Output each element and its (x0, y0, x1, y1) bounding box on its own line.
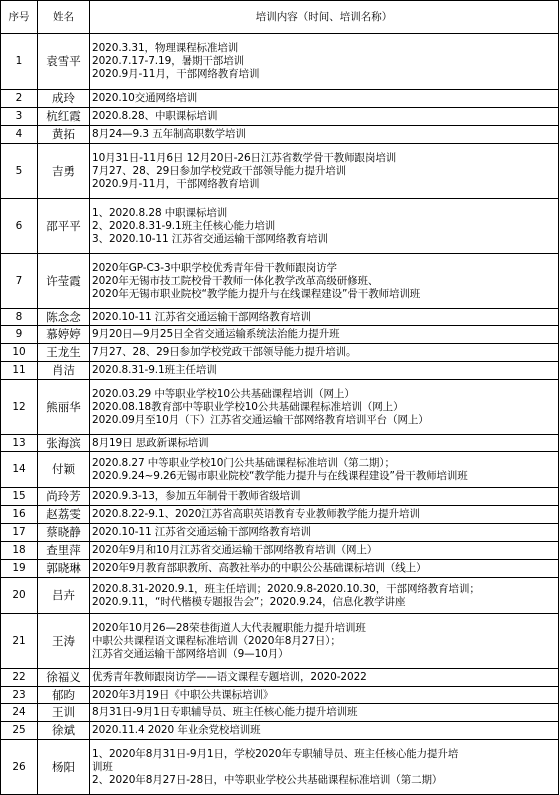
row-name: 熊丽华 (38, 380, 90, 435)
content-line: 2020.03.29 中等职业学校10公共基础课程培训（网上） (92, 387, 355, 400)
row-number: 17 (1, 524, 38, 542)
row-content (90, 614, 559, 669)
content-line: 2020.08.18教育部中等职业学校10公共基础课程标准培训（网上） (92, 400, 404, 413)
content-line: 2020.10-11 江苏省交通运输干部网络教育培训 (92, 310, 311, 323)
row-content (90, 254, 559, 309)
table-row (1, 542, 559, 560)
row-name: 王涛 (38, 614, 90, 669)
row-name: 成玲 (38, 90, 90, 108)
row-content (90, 126, 559, 144)
row-content (90, 34, 559, 90)
content-line: 2020.8.31-9.1班主任培训 (92, 364, 217, 376)
content-line: 2020.8.27 中等职业学校10门公共基础课程标准培训（第二期）； (92, 456, 395, 469)
row-number: 9 (1, 326, 38, 344)
content-line: 8月19日 思政新课标培训 (92, 436, 209, 449)
row-number: 3 (1, 108, 38, 126)
row-content (90, 506, 559, 524)
content-line: 1、2020年8月31日-9月1日，学校2020年专职辅导员、班主任核心能力提升培 (92, 747, 459, 760)
table-row (1, 722, 559, 740)
row-number: 13 (1, 435, 38, 452)
content-line: 7月27、28、29日参加学校党政干部领导能力提升培训。 (92, 346, 357, 358)
header-no: 序号 (1, 1, 38, 34)
row-number: 12 (1, 380, 38, 435)
row-name: 郁昀 (38, 687, 90, 704)
row-content (90, 524, 559, 542)
table-row (1, 126, 559, 144)
row-number: 20 (1, 578, 38, 614)
table-row (1, 326, 559, 344)
table-row (1, 108, 559, 126)
content-line: 2020.8.28、中职课标培训 (92, 110, 218, 122)
row-name: 陈念念 (38, 309, 90, 326)
content-line: 2020年GP-C3-3中职学校优秀青年骨干教师跟岗访学 (92, 261, 337, 274)
content-line: 3、2020.10-11 江苏省交通运输干部网络教育培训 (92, 232, 328, 245)
content-line: 2、2020年8月27日-28日，中等职业学校公共基础课程标准培训（第二期） (92, 773, 443, 786)
content-line: 2020.7.17-7.19，暑期干部培训 (92, 55, 245, 67)
row-content (90, 309, 559, 326)
table-row (1, 254, 559, 309)
row-name: 赵荔雯 (38, 506, 90, 524)
row-name: 黄拓 (38, 126, 90, 144)
content-line: 优秀青年教师跟岗访学——语文课程专题培训，2020-2022 (92, 671, 367, 683)
row-number: 25 (1, 722, 38, 740)
row-content (90, 144, 559, 199)
row-name: 王龙生 (38, 344, 90, 362)
row-content (90, 362, 559, 380)
row-content (90, 669, 559, 687)
row-number: 5 (1, 144, 38, 199)
content-line: 2020.8.31-2020.9.1，班主任培训；2020.9.8-2020.10.30，干部网络教育培训； (92, 582, 480, 595)
content-line: 2020.10交通网络培训 (92, 92, 198, 104)
row-content (90, 578, 559, 614)
row-name: 吕卉 (38, 578, 90, 614)
content-line: 2020.9月-11月，干部网络教育培训 (92, 68, 260, 80)
content-line: 2020.9.3-13，参加五年制骨干教师省级培训 (92, 490, 301, 502)
content-line: 8月24—9.3 五年制高职数学培训 (92, 128, 246, 140)
row-content (90, 380, 559, 435)
table-row (1, 34, 559, 90)
content-line: 2020.09月至10月（下）江苏省交通运输干部网络教育培训平台（网上） (92, 413, 429, 426)
row-number: 23 (1, 687, 38, 704)
content-line: 2020.9.11，“时代楷模专题报告会”；2020.9.24，信息化教学讲座 (92, 595, 406, 608)
row-content (90, 488, 559, 506)
content-line: 2020年3月19日《中职公共课标培训》 (92, 688, 274, 701)
content-line: 10月31日-11月6日 12月20日-26日江苏省数学骨干教师跟岗培训 (92, 151, 397, 164)
content-line: 2020.3.31，物理课程标准培训 (92, 42, 239, 54)
row-name: 杨阳 (38, 740, 90, 795)
content-line: 8月31日-9月1日专职辅导员、班主任核心能力提升培训班 (92, 706, 358, 718)
table-row (1, 435, 559, 452)
row-number: 6 (1, 199, 38, 254)
table-row (1, 144, 559, 199)
table-row (1, 344, 559, 362)
row-number: 22 (1, 669, 38, 687)
row-number: 15 (1, 488, 38, 506)
content-line: 中职公共课程语文课程标准培训（2020年8月27日）； (92, 634, 341, 647)
row-content (90, 108, 559, 126)
content-line: 2020年9月教育部职教所、高教社举办的中职公公基础课标培训（线上） (92, 562, 427, 574)
row-number: 8 (1, 309, 38, 326)
row-content (90, 90, 559, 108)
row-number: 26 (1, 740, 38, 795)
row-name: 袁雪平 (38, 34, 90, 90)
table-row (1, 488, 559, 506)
header-name: 姓名 (38, 1, 90, 34)
table-row (1, 199, 559, 254)
row-content (90, 722, 559, 740)
row-name: 付颖 (38, 452, 90, 488)
content-line: 2020.8.22-9.1、2020江苏省高职英语教育专业教师教学能力提升培训 (92, 508, 420, 520)
row-name: 郭晓琳 (38, 560, 90, 578)
row-content (90, 199, 559, 254)
row-number: 4 (1, 126, 38, 144)
table-row (1, 524, 559, 542)
table-row (1, 506, 559, 524)
row-name: 慕婷婷 (38, 326, 90, 344)
row-content (90, 452, 559, 488)
row-number: 7 (1, 254, 38, 309)
row-number: 16 (1, 506, 38, 524)
table-row (1, 704, 559, 722)
table-body (1, 34, 559, 795)
content-line: 2020年无锡市技工院校骨干教师一体化教学改革高级研修班、 (92, 274, 379, 287)
row-name: 查里萍 (38, 542, 90, 560)
row-number: 10 (1, 344, 38, 362)
row-content (90, 435, 559, 452)
row-content (90, 687, 559, 704)
table-row (1, 687, 559, 704)
table-row (1, 614, 559, 669)
row-name: 尚玲芳 (38, 488, 90, 506)
content-line: 2、2020.8.31-9.1班主任核心能力培训 (92, 219, 276, 232)
content-line: 2020.11.4 2020 年业余党校培训班 (92, 724, 261, 736)
content-line: 2020.9月-11月，干部网络教育培训 (92, 177, 260, 190)
table-row (1, 362, 559, 380)
content-line: 2020年10月26—28荣巷街道人大代表履职能力提升培训班 (92, 621, 366, 634)
table-row (1, 669, 559, 687)
row-name: 蔡晓静 (38, 524, 90, 542)
row-name: 许莹霞 (38, 254, 90, 309)
row-content (90, 740, 559, 795)
content-line: 训班 (92, 760, 113, 773)
row-name: 肖洁 (38, 362, 90, 380)
table-row (1, 90, 559, 108)
table-row (1, 578, 559, 614)
row-name: 徐斌 (38, 722, 90, 740)
table-row (1, 309, 559, 326)
row-name: 吉勇 (38, 144, 90, 199)
header-content: 培训内容（时间、培训名称） (90, 1, 559, 34)
row-number: 14 (1, 452, 38, 488)
content-line: 2020年无锡市职业院校“教学能力提升与在线课程建设”骨干教师培训班 (92, 287, 421, 300)
row-number: 24 (1, 704, 38, 722)
row-number: 1 (1, 34, 38, 90)
row-name: 徐福义 (38, 669, 90, 687)
content-line: 1、2020.8.28 中职课标培训 (92, 206, 228, 219)
content-line: 江苏省交通运输干部网络培训（9—10月） (92, 647, 289, 660)
table-row (1, 740, 559, 795)
row-content (90, 704, 559, 722)
header-row (1, 1, 559, 34)
row-number: 2 (1, 90, 38, 108)
row-number: 11 (1, 362, 38, 380)
row-number: 18 (1, 542, 38, 560)
row-number: 19 (1, 560, 38, 578)
row-content (90, 560, 559, 578)
table-row (1, 452, 559, 488)
row-content (90, 542, 559, 560)
row-name: 王训 (38, 704, 90, 722)
table-row (1, 560, 559, 578)
content-line: 2020.10-11 江苏省交通运输干部网络教育培训 (92, 526, 311, 538)
row-content (90, 344, 559, 362)
row-name: 杭红霞 (38, 108, 90, 126)
content-line: 2020年9月和10月江苏省交通运输干部网络教育培训（网上） (92, 544, 378, 556)
content-line: 9月20日—9月25日全省交通运输系统法治能力提升班 (92, 328, 340, 340)
row-name: 张海滨 (38, 435, 90, 452)
table-row (1, 380, 559, 435)
content-line: 7月27、28、29日参加学校党政干部领导能力提升培训 (92, 164, 347, 177)
row-number: 21 (1, 614, 38, 669)
row-name: 邵平平 (38, 199, 90, 254)
row-content (90, 326, 559, 344)
content-line: 2020.9.24~9.26无锡市职业院校“教学能力提升与在线课程建设”骨干教师培训班 (92, 469, 468, 482)
